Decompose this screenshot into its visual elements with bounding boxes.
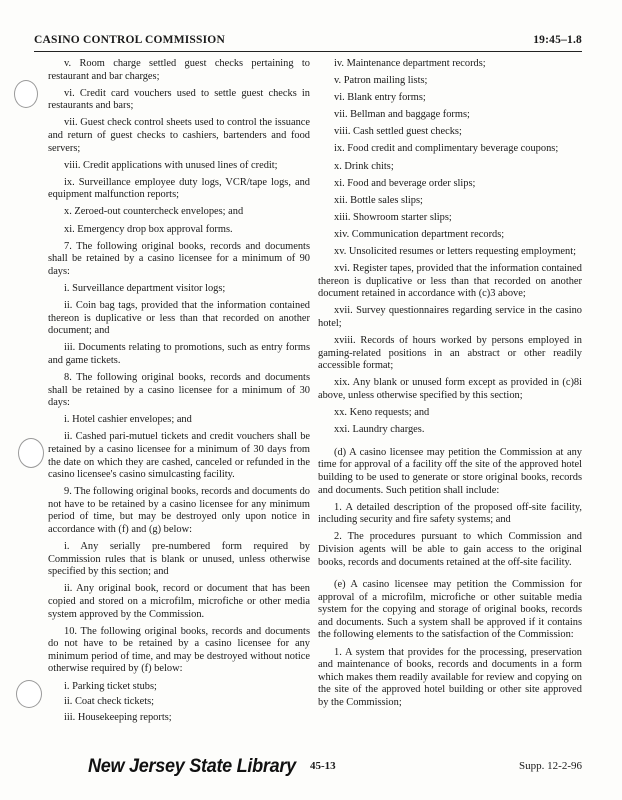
paragraph: x. Zeroed-out countercheck envelopes; and [64,206,244,218]
punch-hole-middle [18,438,44,468]
paragraph: xiv. Communication department records; [334,228,505,240]
left-column [48,58,310,727]
paragraph: (d) A casino licensee may petition the Commission at any time for approval of a facility off the site of the approved hotel building to be used to generate or store original books, records and documents. Such petition shall include: [318,446,582,496]
page-number: 45-13 [310,760,336,772]
punch-hole-bottom [16,680,42,708]
paragraph: xix. Any blank or unused form except as provided in (c)8i above, unless otherwise specified by this section; [318,377,582,401]
paragraph: xv. Unsolicited resumes or letters requesting employment; [334,246,577,258]
paragraph: x. Drink chits; [334,160,394,172]
paragraph: xiii. Showroom starter slips; [334,211,452,223]
paragraph: xii. Bottle sales slips; [334,194,423,206]
paragraph: i. Any serially pre-numbered form required by Commission rules that is blank or unused, unless otherwise specified by this section; and [48,541,310,578]
paragraph: xvii. Survey questionnaires regarding service in the casino hotel; [318,305,582,329]
paragraph: 2. The procedures pursuant to which Commission and Division agents will be able to gain access to the original books, records and documents retained at the off-site facility. [318,531,582,568]
paragraph: ix. Food credit and complimentary beverage coupons; [334,143,559,155]
punch-hole-top [14,80,38,108]
header-rule [34,51,582,52]
paragraph: 9. The following original books, records and documents do not have to be retained by a casino licensee for any minimum period of time, but may be destroyed only upon notice in accordance with (f) and (g) below: [48,486,310,535]
header-section: 19:45–1.8 [533,34,582,46]
paragraph: v. Room charge settled guest checks pertaining to restaurant and bar charges; [48,58,310,82]
paragraph: 8. The following original books, records and documents shall be retained by a casino licensee for a minimum of 30 days: [48,371,310,409]
paragraph: i. Parking ticket stubs; [64,680,157,692]
paragraph: iii. Documents relating to promotions, such as entry forms and game tickets. [48,342,310,366]
header-title: CASINO CONTROL COMMISSION [34,34,225,46]
paragraph: iii. Housekeeping reports; [64,711,172,723]
supplement-date: Supp. 12-2-96 [519,760,582,772]
paragraph: viii. Credit applications with unused lines of credit; [64,159,278,171]
paragraph: v. Patron mailing lists; [334,75,428,87]
paragraph: vii. Guest check control sheets used to control the issuance and return of guest checks to cashiers, bartenders and food servers; [48,117,310,154]
paragraph: 1. A system that provides for the processing, preservation and maintenance of books, records and documents in a form which makes them readily available for review and copying on the site of the approved hotel building or other site approved by the Commission; [318,646,582,708]
paragraph: xxi. Laundry charges. [334,424,425,436]
paragraph: xviii. Records of hours worked by persons employed in gaming-related positions in an abstract or other readily accessible format; [318,335,582,372]
right-column [318,58,582,714]
paragraph: ix. Surveillance employee duty logs, VCR/tape logs, and equipment malfunction reports; [48,176,310,201]
paragraph: ii. Coin bag tags, provided that the information contained thereon is duplicative or less than that recorded on another document; and [48,300,310,337]
paragraph: xvi. Register tapes, provided that the information contained thereon is duplicative or less than that recorded on another document retained in accordance with (c)3 above; [318,263,582,300]
paragraph: 7. The following original books, records and documents shall be retained by a casino licensee for a minimum of 90 days: [48,240,310,277]
page-footer [34,756,582,786]
paragraph: vi. Credit card vouchers used to settle guest checks in restaurants and bars; [48,87,310,112]
paragraph: i. Hotel cashier envelopes; and [64,414,192,426]
paragraph: vi. Blank entry forms; [334,92,426,104]
running-header [34,34,582,52]
paragraph: iv. Maintenance department records; [334,58,486,69]
paragraph: xi. Emergency drop box approval forms. [64,223,233,235]
paragraph: xx. Keno requests; and [334,407,430,419]
paragraph: 1. A detailed description of the proposed off-site facility, including security and fire safety systems; and [318,501,582,526]
paragraph: ii. Coat check tickets; [64,696,155,708]
paragraph: (e) A casino licensee may petition the Commission for approval of a microfilm, microfiche or other suitable media system for the copying and storage of original books, records and documents. Such a system shall be approved if it contains the following elements to the satisfaction of the Commission: [318,579,582,641]
paragraph: viii. Cash settled guest checks; [334,126,462,138]
paragraph: xi. Food and beverage order slips; [334,177,476,189]
library-stamp: New Jersey State Library [88,756,296,777]
paragraph: ii. Cashed pari-mutuel tickets and credit vouchers shall be retained by a casino licensee for a minimum of 30 days from the date on which they are cashed, canceled or refunded in the casino licensee's casino simulcasting facility. [48,431,310,481]
paragraph: i. Surveillance department visitor logs; [64,282,226,294]
paragraph: ii. Any original book, record or document that has been copied and stored on a microfilm, microfiche or other media system approved by the Commission. [48,583,310,620]
paragraph: 10. The following original books, records and documents do not have to be retained by a casino licensee for any minimum period of time, and may be destroyed without notice otherwise required by (f) below: [48,625,310,675]
paragraph: vii. Bellman and baggage forms; [334,109,470,121]
